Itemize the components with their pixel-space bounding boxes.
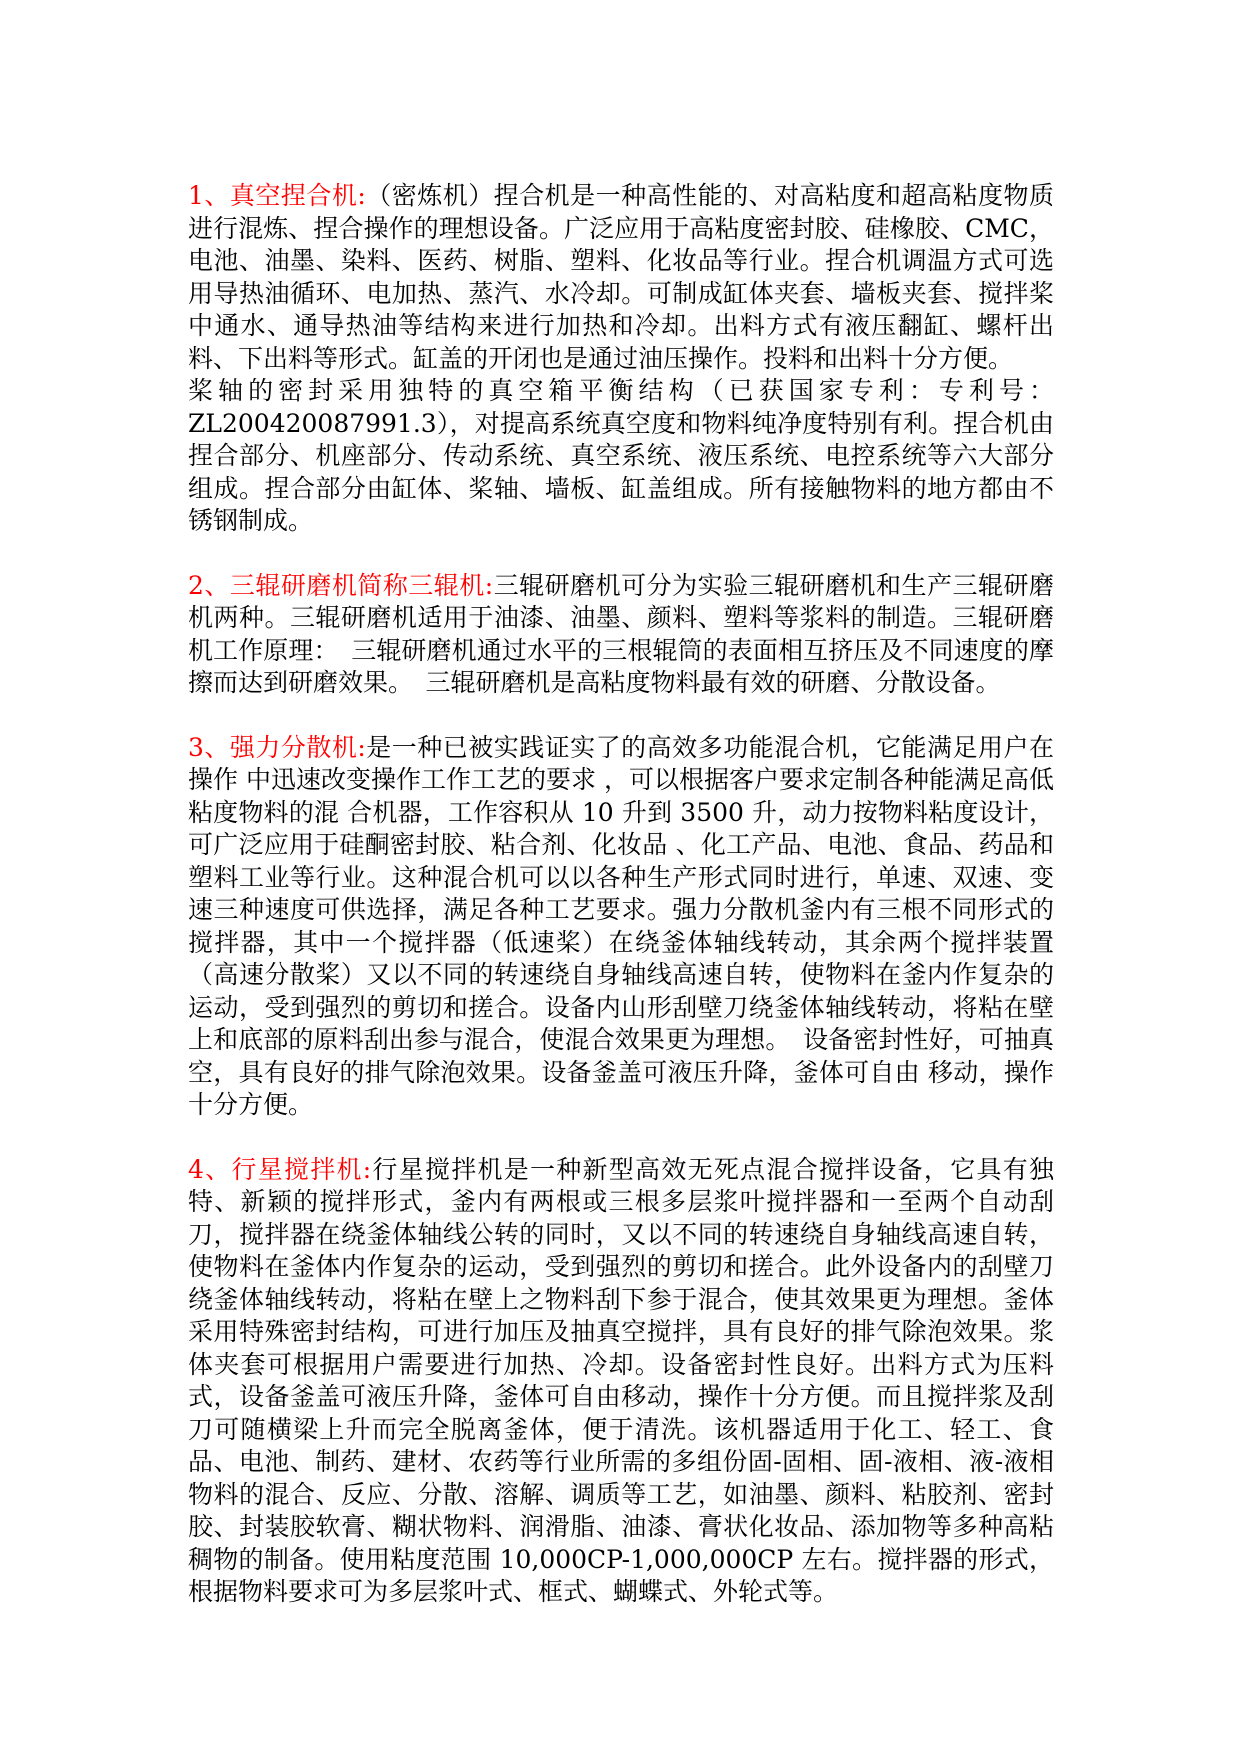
section-text: 桨轴的密封采用独特的真空箱平衡结构（已获国家专利：专利号：ZL200420087991.3），对提高系统真空度和物料纯净度特别有利。捏合机由捏合部分、机座部分、传动系统、真空系统、液压系统、电控系统等六大部分组成。捏合部分由缸体、桨轴、墙板、缸盖组成。所有接触物料的地方都由不锈钢制成。 — [188, 376, 1054, 535]
section-text: （密炼机）捏合机是一种高性能的、对高粘度和超高粘度物质进行混炼、捏合操作的理想设备。广泛应用于高粘度密封胶、硅橡胶、CMC，电池、油墨、染料、医药、树脂、塑料、化妆品等行业。捏合机调温方式可选用导热油循环、电加热、蒸汽、水冷却。可制成缸体夹套、墙板夹套、搅拌桨中通水、通导热油等结构来进行加热和冷却。出料方式有液压翻缸、螺杆出料、下出料等形式。缸盖的开闭也是通过油压操作。投料和出料十分方便。 — [188, 181, 1054, 373]
section-paragraph — [188, 570, 1054, 700]
section-paragraph — [188, 375, 1054, 538]
section-vacuum-kneader — [188, 180, 1054, 538]
section-paragraph — [188, 732, 1054, 1122]
section-heading: 2、三辊研磨机简称三辊机: — [188, 570, 494, 600]
section-heading: 3、强力分散机: — [188, 732, 366, 762]
section-planetary-mixer — [188, 1154, 1054, 1609]
section-text: 行星搅拌机是一种新型高效无死点混合搅拌设备，它具有独特、新颖的搅拌形式，釜内有两根或三根多层浆叶搅拌器和一至两个自动刮刀，搅拌器在绕釜体轴线公转的同时，又以不同的转速绕自身轴线高速自转，使物料在釜体内作复杂的运动，受到强烈的剪切和搓合。此外设备内的刮壁刀绕釜体轴线转动，将粘在壁上之物料刮下参于混合，使其效果更为理想。釜体采用特殊密封结构，可进行加压及抽真空搅拌，具有良好的排气除泡效果。浆体夹套可根据用户需要进行加热、冷却。设备密封性良好。出料方式为压料式，设备釜盖可液压升降，釜体可自由移动，操作十分方便。而且搅拌浆及刮刀可随横梁上升而完全脱离釜体，便于清洗。该机器适用于化工、轻工、食品、电池、制药、建材、农药等行业所需的多组份固-固相、固-液相、液-液相物料的混合、反应、分散、溶解、调质等工艺，如油墨、颜料、粘胶剂、密封胶、封装胶软膏、糊状物料、润滑脂、油漆、膏状化妆品、添加物等多种高粘稠物的制备。使用粘度范围 10,000CP-1,000,000CP 左右。搅拌器的形式，根据物料要求可为多层浆叶式、框式、蝴蝶式、外轮式等。 — [188, 1154, 1054, 1606]
section-heading: 4、行星搅拌机: — [188, 1154, 372, 1184]
section-text: 是一种已被实践证实了的高效多功能混合机，它能满足用户在操作 中迅速改变操作工作工艺的要求 ，可以根据客户要求定制各种能满足高低粘度物料的混 合机器，工作容积从 10 升到 3500 升，动力按物料粘度设计，可广泛应用于硅酮密封胶、粘合剂、化妆品 、化工产品、电池、食品、药品和塑料工业等行业。这种混合机可以以各种生产形式同时进行，单速、双速、变速三种速度可供选择，满足各种工艺要求。强力分散机釜内有三根不同形式的搅拌器，其中一个搅拌器（低速桨）在绕釜体轴线转动，其余两个搅拌装置（高速分散桨）又以不同的转速绕自身轴线高速自转，使物料在釜内作复杂的运动，受到强烈的剪切和搓合。设备内山形刮壁刀绕釜体轴线转动，将粘在壁上和底部的原料刮出参与混合，使混合效果更为理想。 设备密封性好，可抽真空，具有良好的排气除泡效果。设备釜盖可液压升降，釜体可自由 移动，操作十分方便。 — [188, 732, 1054, 1119]
section-paragraph — [188, 180, 1054, 375]
section-heading: 1、真空捏合机: — [188, 181, 366, 210]
section-three-roll-mill — [188, 570, 1054, 700]
section-power-disperser — [188, 732, 1054, 1122]
section-paragraph — [188, 1154, 1054, 1609]
section-text: 三辊研磨机可分为实验三辊研磨机和生产三辊研磨机两种。三辊研磨机适用于油漆、油墨、颜料、塑料等浆料的制造。三辊研磨机工作原理： 三辊研磨机通过水平的三根辊筒的表面相互挤压及不同速度的摩擦而达到研磨效果。 三辊研磨机是高粘度物料最有效的研磨、分散设备。 — [188, 570, 1054, 697]
document-page — [188, 180, 1054, 1641]
